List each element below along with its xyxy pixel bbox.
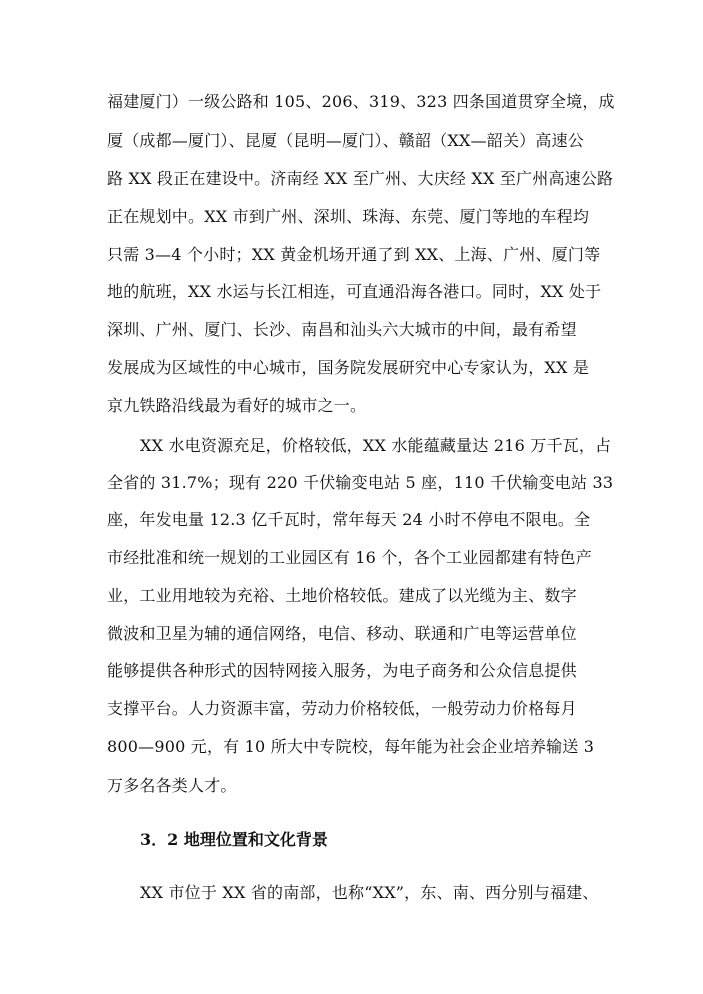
paragraph-1-line-5: 只需 3—4 个小时；XX 黄金机场开通了到 XX、上海、广州、厦门等 [107,245,601,264]
paragraph-3-line-1: XX 市位于 XX 省的南部，也称“XX”，东、南、西分别与福建、 [140,883,599,902]
paragraph-1-line-8: 发展成为区域性的中心城市，国务院发展研究中心专家认为，XX 是 [107,358,590,377]
paragraph-1-line-2: 厦（成都—厦门）、昆厦（昆明—厦门）、赣韶（XX—韶关）高速公 [107,131,584,150]
paragraph-2-line-6: 微波和卫星为辅的通信网络，电信、移动、联通和广电等运营单位 [107,624,577,643]
paragraph-2-line-3: 座，年发电量 12.3 亿千瓦时，常年每天 24 小时不停电不限电。全 [107,510,591,529]
paragraph-1-line-4: 正在规划中。XX 市到广州、深圳、珠海、东莞、厦门等地的车程均 [107,207,590,226]
paragraph-1-line-3: 路 XX 段正在建设中。济南经 XX 至广州、大庆经 XX 至广州高速公路 [107,169,614,188]
paragraph-1-line-6: 地的航班，XX 水运与长江相连，可直通沿海各港口。同时，XX 处于 [107,282,602,301]
paragraph-1-line-1: 福建厦门）一级公路和 105、206、319、323 四条国道贯穿全境，成 [107,92,615,111]
section-heading: 3．2 地理位置和文化背景 [140,830,328,849]
paragraph-2-line-8: 支撑平台。人力资源丰富，劳动力价格较低，一般劳动力价格每月 [107,699,577,718]
paragraph-1-line-9: 京九铁路沿线最为看好的城市之一。 [107,396,367,415]
paragraph-2-line-7: 能够提供各种形式的因特网接入服务，为电子商务和公众信息提供 [107,661,577,680]
paragraph-2-line-9: 800—900 元，有 10 所大中专院校，每年能为社会企业培养输送 3 [107,737,595,756]
paragraph-1-line-7: 深圳、广州、厦门、长沙、南昌和汕头六大城市的中间，最有希望 [107,320,577,339]
paragraph-2-line-10: 万多名各类人才。 [107,776,237,795]
paragraph-2-line-5: 业，工业用地较为充裕、土地价格较低。建成了以光缆为主、数字 [107,586,577,605]
paragraph-2-line-4: 市经批准和统一规划的工业园区有 16 个，各个工业园都建有特色产 [107,548,592,567]
paragraph-2-line-2: 全省的 31.7%；现有 220 千伏输变电站 5 座，110 千伏输变电站 33 [107,473,614,492]
paragraph-2-line-1: XX 水电资源充足，价格较低，XX 水能蕴藏量达 216 万千瓦，占 [140,436,612,455]
